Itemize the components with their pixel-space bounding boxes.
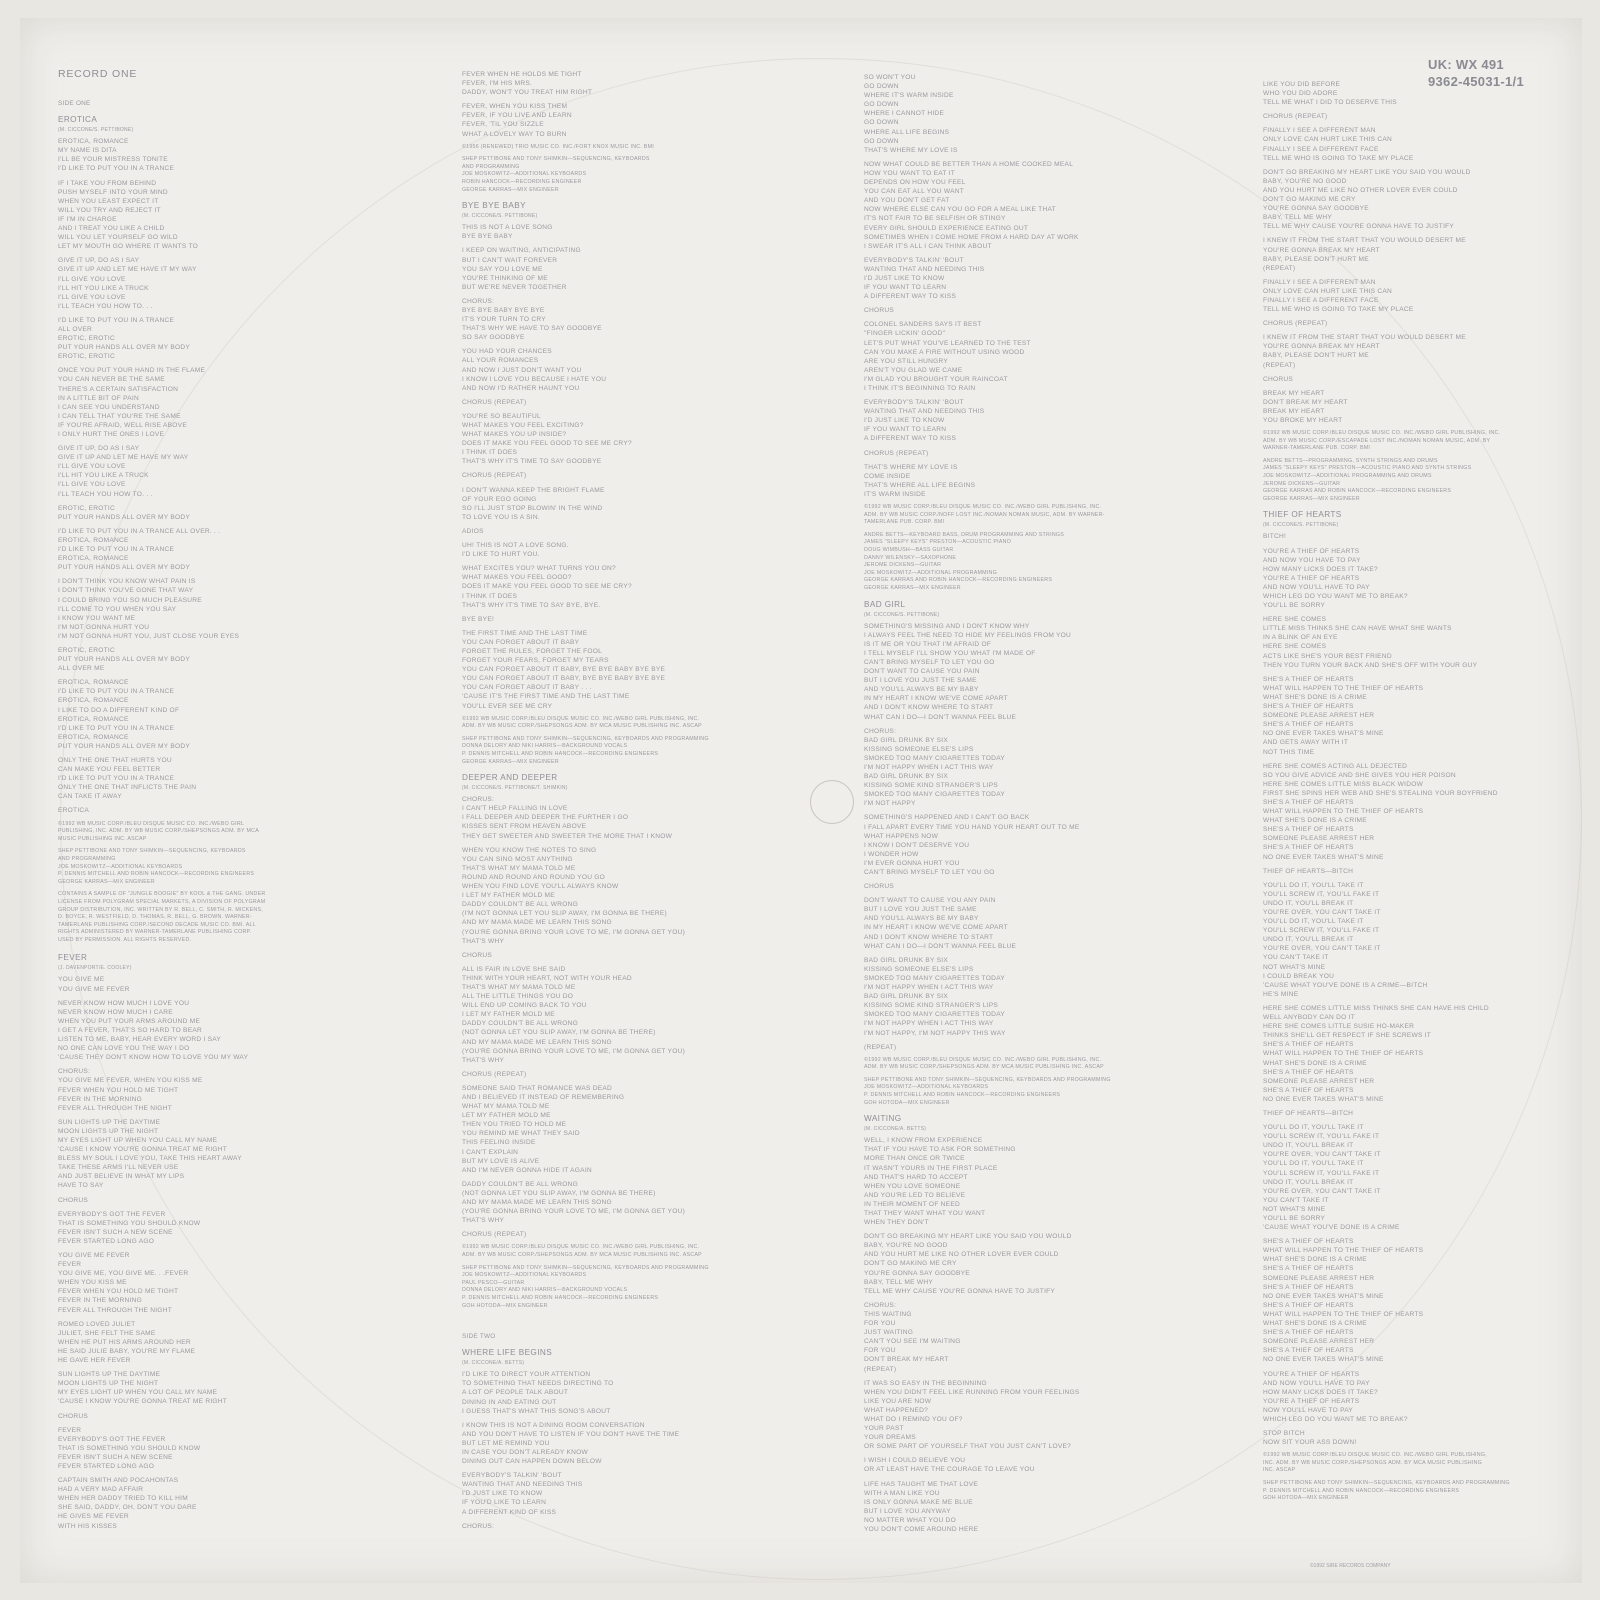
lyric-verse: EVERYBODY'S GOT THE FEVER THAT IS SOMETHING YOU SHOULD KNOW FEVER ISN'T SUCH A NEW SCENE FEVER STARTED LONG AGO <box>58 1210 201 1245</box>
catalog-line-2: 9362-45031-1/1 <box>1428 74 1524 89</box>
lyric-verse: DON'T GO BREAKING MY HEART LIKE YOU SAID YOU WOULD BABY, YOU'RE NO GOOD AND YOU HURT ME LIKE NO OTHER LOVER EVER COULD DON'T GO MAKING ME CRY YOU'RE GONNA SAY GOODBYE BABY, TELL ME WHY TELL ME WHY CAUSE YOU'RE GONNA HAVE TO JUSTIFY <box>864 1233 1072 1295</box>
songwriters: (M. CICCONE/S. PETTIBONE) <box>1263 522 1339 529</box>
credit-block: ©1956 (RENEWED) TRIO MUSIC CO. INC./FORT KNOX MUSIC INC. BMI <box>462 143 654 150</box>
lyric-verse: CHORUS (REPEAT) <box>1263 113 1328 121</box>
song-title-bad-girl: BAD GIRL <box>864 599 906 609</box>
side-two-label: SIDE TWO <box>462 1333 496 1341</box>
lyric-verse: IT WAS SO EASY IN THE BEGINNING WHEN YOU DIDN'T FEEL LIKE RUNNING FROM YOUR FEELINGS LIKE YOU ARE NOW WHAT HAPPENED? WHAT DO I REMIND YOU OF? YOUR PAST YOUR DREAMS OR SOME PART OF YOURSELF THAT YOU JUST CAN'T LOVE? <box>864 1379 1080 1451</box>
lyric-verse: STOP BITCH NOW SIT YOUR ASS DOWN! <box>1263 1430 1357 1447</box>
lyric-verse: GIVE IT UP, DO AS I SAY GIVE IT UP AND LET ME HAVE MY WAY I'LL GIVE YOU LOVE I'LL HIT YOU LIKE A TRUCK I'LL GIVE YOU LOVE I'LL TEACH YOU HOW TO. . . <box>58 445 189 498</box>
lyric-verse: BYE BYE! <box>462 615 495 623</box>
lyric-verse: CHORUS: BYE BYE BABY BYE BYE IT'S YOUR TURN TO CRY THAT'S WHY WE HAVE TO SAY GOODBYE SO SAY GOODBYE <box>462 297 602 342</box>
lyric-verse: BAD GIRL DRUNK BY SIX KISSING SOMEONE ELSE'S LIPS SMOKED TOO MANY CIGARETTES TODAY I'M NOT HAPPY WHEN I ACT THIS WAY BAD GIRL DRUNK BY SIX KISSING SOME KIND STRANGER'S LIPS SMOKED TOO MANY CIGARETTES TODAY I'M NOT HAPPY WHEN I ACT THIS WAY I'M NOT HAPPY, I'M NOT HAPPY THIS WAY <box>864 956 1006 1037</box>
credit-block: SHEP PETTIBONE AND TONY SHIMKIN—SEQUENCING, KEYBOARDS AND PROGRAMMING DONNA DELORY AND NIKI HARRIS—BACKGROUND VOCALS P. DENNIS MITCHELL AND ROBIN HANCOCK—RECORDING ENGINEERS GEORGE KARRAS—MIX ENGINEER <box>462 735 709 765</box>
lyric-verse: FEVER, WHEN YOU KISS THEM FEVER, IF YOU LIVE AND LEARN FEVER, 'TIL YOU SIZZLE WHAT A LOVELY WAY TO BURN <box>462 103 572 138</box>
lyric-verse: ALL IS FAIR IN LOVE SHE SAID THINK WITH YOUR HEART, NOT WITH YOUR HEAD THAT'S WHAT MY MAMA TOLD ME ALL THE LITTLE THINGS YOU DO WILL END UP COMING BACK TO YOU I LET MY FATHER MOLD ME DADDY COULDN'T BE ALL WRONG (NOT GONNA LET YOU SLIP AWAY, I'M GONNA BE THERE) AND MY MAMA MADE ME LEARN THIS SONG (YOU'RE GONNA BRING YOUR LOVE TO ME, I'M GONNA GET YOU) THAT'S WHY <box>462 965 686 1064</box>
lyric-verse: I KEEP ON WAITING, ANTICIPATING BUT I CAN'T WAIT FOREVER YOU SAY YOU LOVE ME YOU'RE THINKING OF ME BUT WE'RE NEVER TOGETHER <box>462 247 581 291</box>
credit-block: SHEP PETTIBONE AND TONY SHIMKIN—SEQUENCING, KEYBOARDS AND PROGRAMMING JOE MOSKOWITZ—ADDITIONAL KEYBOARDS PAUL PESCO—GUITAR DONNA DELORY AND NIKI HARRIS—BACKGROUND VOCALS P. DENNIS MITCHELL AND ROBIN HANCOCK—RECORDING ENGINEERS GOH HOTODA—MIX ENGINEER <box>462 1264 709 1309</box>
lyric-verse: I'D LIKE TO DIRECT YOUR ATTENTION TO SOMETHING THAT NEEDS DIRECTING TO A LOT OF PEOPLE TALK ABOUT DINING IN AND EATING OUT I GUESS THAT'S WHAT THIS SONG'S ABOUT <box>462 1371 614 1415</box>
songwriters: (M. CICCONE/S. PETTIBONE) <box>462 213 538 220</box>
songwriters: (M. CICCONE/S. PETTIBONE) <box>58 127 134 134</box>
lyric-verse: FINALLY I SEE A DIFFERENT MAN ONLY LOVE CAN HURT LIKE THIS CAN FINALLY I SEE A DIFFERENT FACE TELL ME WHO IS GOING TO TAKE MY PLACE <box>1263 127 1414 162</box>
lyric-verse: WHEN YOU KNOW THE NOTES TO SING YOU CAN SING MOST ANYTHING THAT'S WHAT MY MAMA TOLD ME ROUND AND ROUND AND ROUND YOU GO WHEN YOU FIND LOVE YOU'LL ALWAYS KNOW I LET MY FATHER MOLD ME DADDY COULDN'T BE ALL WRONG (I'M NOT GONNA LET YOU SLIP AWAY, I'M GONNA BE THERE) AND MY MAMA MADE ME LEARN THIS SONG (YOU'RE GONNA BRING YOUR LOVE TO ME, I'M GONNA GET YOU) THAT'S WHY <box>462 846 686 945</box>
lyric-verse: THE FIRST TIME AND THE LAST TIME YOU CAN FORGET ABOUT IT BABY FORGET THE RULES, FORGET THE FOOL FORGET YOUR FEARS, FORGET MY TEARS YOU CAN FORGET ABOUT IT BABY, BYE BYE BABY BYE BYE YOU CAN FORGET ABOUT IT BABY, BYE BYE BABY BYE BYE YOU CAN FORGET ABOUT IT BABY . . . 'CAUSE IT'S THE FIRST TIME AND THE LAST TIME YOU'LL EVER SEE ME CRY <box>462 629 666 710</box>
credit-block: CONTAINS A SAMPLE OF "JUNGLE BOOGIE" BY KOOL & THE GANG. UNDER LICENSE FROM POLYGRAM SPECIAL MARKETS, A DIVISION OF POLYGRAM GROUP DISTRIBUTION, INC. WRITTEN BY R. BELL, C. SMITH, R. MICKENS, D. BOYCE, R. WESTFIELD, D. THOMAS, R. BELL, G. BROWN. WARNER- TAMERLANE PUBLISHING CORP./SECOND DECADE MUSIC CO. BMI. ALL RIGHTS ADMINISTERED BY WARNER-TAMERLANE PUBLISHING CORP. USED BY PERMISSION. ALL RIGHTS RESERVED. <box>58 891 266 943</box>
lyric-verse: BREAK MY HEART DON'T BREAK MY HEART BREAK MY HEART YOU BROKE MY HEART <box>1263 389 1348 424</box>
verses <box>462 223 832 710</box>
lyric-verse: BITCH! <box>1263 533 1287 541</box>
lyric-verse: CHORUS (REPEAT) <box>1263 320 1328 328</box>
verses <box>462 795 832 1239</box>
credits <box>462 716 832 767</box>
lyric-verse: CHORUS (REPEAT) <box>864 449 929 457</box>
lyric-verse: I'D LIKE TO PUT YOU IN A TRANCE ALL OVER EROTIC, EROTIC PUT YOUR HANDS ALL OVER MY BODY EROTIC, EROTIC <box>58 316 191 361</box>
lyric-verse: HERE SHE COMES LITTLE MISS THINKS SHE CAN HAVE HIS CHILD WELL ANYBODY CAN DO IT HERE SHE COMES LITTLE SUSIE HO-MAKER THINKS SHE'LL GET RESPECT IF SHE SCREWS IT SHE'S A THIEF OF HEARTS WHAT WILL HAPPEN TO THE THIEF OF HEARTS WHAT SHE'S DONE IS A CRIME SHE'S A THIEF OF HEARTS SOMEONE PLEASE ARREST HER SHE'S A THIEF OF HEARTS NO ONE EVER TAKES WHAT'S MINE <box>1263 1004 1489 1103</box>
credits <box>462 144 832 195</box>
lyric-verse: EVERYBODY'S TALKIN' 'BOUT WANTING THAT AND NEEDING THIS I'D JUST LIKE TO KNOW IF YOU'D LIKE TO LEARN A DIFFERENT KIND OF KISS <box>462 1472 583 1516</box>
lyric-verse: IF I TAKE YOU FROM BEHIND PUSH MYSELF INTO YOUR MIND WHEN YOU LEAST EXPECT IT WILL YOU TRY AND REJECT IT IF I'M IN CHARGE AND I TREAT YOU LIKE A CHILD WILL YOU LET YOURSELF GO WILD LET MY MOUTH GO WHERE IT WANTS TO <box>58 179 199 251</box>
credit-block: SHEP PETTIBONE AND TONY SHIMKIN—SEQUENCING, KEYBOARDS AND PROGRAMMING JOE MOSKOWITZ—ADDITIONAL KEYBOARDS P. DENNIS MITCHELL AND ROBIN HANCOCK—RECORDING ENGINEERS GEORGE KARRAS—MIX ENGINEER <box>58 848 255 885</box>
verses <box>462 1370 832 1531</box>
lyric-verse: SUN LIGHTS UP THE DAYTIME MOON LIGHTS UP THE NIGHT MY EYES LIGHT UP WHEN YOU CALL MY NAME 'CAUSE I KNOW YOU'RE GONNA TREAT ME RIGHT <box>58 1371 228 1406</box>
verses <box>864 1136 1234 1534</box>
lyric-verse: HERE SHE COMES ACTING ALL DEJECTED SO YOU GIVE ADVICE AND SHE GIVES YOU HER POISON HERE SHE COMES LITTLE MISS BLACK WIDOW FIRST SHE SPINS HER WEB AND SHE'S STEALING YOUR BOYFRIEND SHE'S A THIEF OF HEARTS WHAT WILL HAPPEN TO THE THIEF OF HEARTS WHAT SHE'S DONE IS A CRIME SHE'S A THIEF OF HEARTS SOMEONE PLEASE ARREST HER SHE'S A THIEF OF HEARTS NO ONE EVER TAKES WHAT'S MINE <box>1263 762 1498 861</box>
credit-block: ©1992 WB MUSIC CORP./BLEU DISQUE MUSIC CO. INC./WEBO GIRL PUBLISHING, INC. ADM. BY WB MUSIC CORP./SHEPSONGS ADM. BY MCA MUSIC PUBLISHING INC. ASCAP <box>1263 1452 1487 1474</box>
lyric-verse: CHORUS (REPEAT) <box>462 1231 527 1239</box>
credit-block: ©1992 WB MUSIC CORP./BLEU DISQUE MUSIC CO. INC./WEBO GIRL PUBLISHING, INC. ADM. BY WB MUSIC CORP./SHEPSONGS ADM. BY MCA MUSIC PUBLISHING INC. ASCAP <box>58 820 259 842</box>
songwriters: (M. CICCONE/S. PETTIBONE) <box>864 611 940 618</box>
lyric-verse: CHORUS: BAD GIRL DRUNK BY SIX KISSING SOMEONE ELSE'S LIPS SMOKED TOO MANY CIGARETTES TODAY I'M NOT HAPPY WHEN I ACT THIS WAY BAD GIRL DRUNK BY SIX KISSING SOME KIND STRANGER'S LIPS SMOKED TOO MANY CIGARETTES TODAY I'M NOT HAPPY <box>864 727 1006 808</box>
lyric-verse: I'D LIKE TO PUT YOU IN A TRANCE ALL OVER. . . EROTICA, ROMANCE I'D LIKE TO PUT YOU IN A TRANCE EROTICA, ROMANCE PUT YOUR HANDS ALL OVER MY BODY <box>58 527 221 572</box>
verses <box>864 73 1234 499</box>
songwriters: (M. CICCONE/S. PETTIBONE/T. SHIMKIN) <box>462 785 568 792</box>
song-title-fever: FEVER <box>58 953 88 963</box>
verses <box>1263 80 1600 425</box>
songwriters: (M. CICCONE/A. BETTS) <box>864 1126 927 1133</box>
lyric-verse: DADDY COULDN'T BE ALL WRONG (NOT GONNA LET YOU SLIP AWAY, I'M GONNA BE THERE) AND MY MAMA MADE ME LEARN THIS SONG (YOU'RE GONNA BRING YOUR LOVE TO ME, I'M GONNA GET YOU) THAT'S WHY <box>462 1180 686 1225</box>
verses <box>58 137 428 815</box>
lyric-verse: CHORUS <box>864 307 895 315</box>
lyric-verse: UH! THIS IS NOT A LOVE SONG. I'D LIKE TO HURT YOU. <box>462 542 569 559</box>
lyric-verse: CHORUS: THIS WAITING FOR YOU JUST WAITING CAN'T YOU SEE I'M WAITING FOR YOU DON'T BREAK MY HEART (REPEAT) <box>864 1301 961 1373</box>
lyric-verse: FINALLY I SEE A DIFFERENT MAN ONLY LOVE CAN HURT LIKE THIS CAN FINALLY I SEE A DIFFERENT FACE TELL ME WHO IS GOING TO TAKE MY PLACE <box>1263 278 1414 314</box>
credit-block: ANDRE BETTS—KEYBOARD BASS, DRUM PROGRAMMING AND STRINGS JAMES "SLEEPY KEYS" PRESTON—ACOUSTIC PIANO DOUG WIMBUSH—BASS GUITAR DANNY WILENSKY—SAXOPHONE JEROME DICKENS—GUITAR JOE MOSKOWITZ—ADDITIONAL PROGRAMMING GEORGE KARRAS AND ROBIN HANCOCK—RECORDING ENGINEERS GEORGE KARRAS—MIX ENGINEER <box>864 531 1065 591</box>
lyric-verse: THIEF OF HEARTS—BITCH <box>1263 1109 1354 1117</box>
song-title-bye-bye-baby: BYE BYE BABY <box>462 201 526 211</box>
column-2 <box>462 70 832 1536</box>
song-title-deeper-and-deeper: DEEPER AND DEEPER <box>462 773 558 783</box>
credit-block: SHEP PETTIBONE AND TONY SHIMKIN—SEQUENCING, KEYBOARDS AND PROGRAMMING P. DENNIS MITCHELL AND ROBIN HANCOCK—RECORDING ENGINEERS GOH HOTODA—MIX ENGINEER <box>1263 1480 1510 1502</box>
credit-block: SHEP PETTIBONE AND TONY SHIMKIN—SEQUENCING, KEYBOARDS AND PROGRAMMING JOE MOSKOWITZ—ADDITIONAL KEYBOARDS ROBIN HANCOCK—RECORDING ENGINEER GEORGE KARRAS—MIX ENGINEER <box>462 156 650 193</box>
lyric-verse: ADIOS <box>462 527 484 535</box>
lyric-verse: CHORUS: <box>462 1522 495 1530</box>
lyric-verse: CHORUS <box>58 1196 89 1204</box>
lyric-verse: I KNEW IT FROM THE START THAT YOU WOULD DESERT ME YOU'RE GONNA BREAK MY HEART BABY, PLEASE DON'T HURT ME (REPEAT) <box>1263 334 1466 369</box>
lyric-verse: ONLY THE ONE THAT HURTS YOU CAN MAKE YOU FEEL BETTER I'D LIKE TO PUT YOU IN A TRANCE ONLY THE ONE THAT INFLICTS THE PAIN CAN TAKE IT AWAY <box>58 757 197 801</box>
lyric-verse: CHORUS <box>1263 375 1294 383</box>
lyric-verse: CHORUS: YOU GIVE ME FEVER, WHEN YOU KISS ME FEVER WHEN YOU HOLD ME TIGHT FEVER IN THE MORNING FEVER ALL THROUGH THE NIGHT <box>58 1068 203 1112</box>
lyric-verse: WELL, I KNOW FROM EXPERIENCE THAT IF YOU HAVE TO ASK FOR SOMETHING MORE THAN ONCE OR TWICE IT WASN'T YOURS IN THE FIRST PLACE AND THAT'S HARD TO ACCEPT WHEN YOU LOVE SOMEONE AND YOU'RE LED TO BELIEVE IN THEIR MOMENT OF NEED THAT THEY WANT WHAT YOU WANT WHEN THEY DON'T <box>864 1137 1016 1227</box>
lyric-verse: LIKE YOU DID BEFORE WHO YOU DID ADORE TELL ME WHAT I DID TO DESERVE THIS <box>1263 81 1397 107</box>
lyric-verse: COLONEL SANDERS SAYS IT BEST "FINGER LICKIN' GOOD" LET'S PUT WHAT YOU'VE LEARNED TO THE TEST CAN YOU MAKE A FIRE WITHOUT USING WOOD ARE YOU STILL HUNGRY AREN'T YOU GLAD WE CAME I'M GLAD YOU BROUGHT YOUR RAINCOAT I THINK IT'S BEGINNING TO RAIN <box>864 321 1031 392</box>
lyric-verse: YOU'RE SO BEAUTIFUL WHAT MAKES YOU FEEL EXCITING? WHAT MAKES YOU UP INSIDE? DOES IT MAKE YOU FEEL GOOD TO SEE ME CRY? I THINK IT DOES THAT'S WHY IT'S TIME TO SAY GOODBYE <box>462 412 632 466</box>
credit-block: ©1992 WB MUSIC CORP./BLEU DISQUE MUSIC CO. INC./WEBO GIRL PUBLISHING, INC. ADM. BY WB MUSIC CORP./NOFF LOST INC./NOMAN NOMAN MUSIC, ADM. BY WARNER- TAMERLANE PUB. CORP. BMI <box>864 504 1105 526</box>
record-heading: RECORD ONE <box>58 68 138 80</box>
song-title-erotica: EROTICA <box>58 115 98 125</box>
lyric-verse: EROTICA, ROMANCE I'D LIKE TO PUT YOU IN A TRANCE EROTICA, ROMANCE I LIKE TO DO A DIFFERENT KIND OF EROTICA, ROMANCE I'D LIKE TO PUT YOU IN A TRANCE EROTICA, ROMANCE PUT YOUR HANDS ALL OVER MY BODY <box>58 679 191 750</box>
lyric-verse: I WISH I COULD BELIEVE YOU OR AT LEAST HAVE THE COURAGE TO LEAVE YOU <box>864 1457 1035 1474</box>
lyric-verse: CHORUS (REPEAT) <box>462 1070 527 1078</box>
lyric-verse: I DON'T THINK YOU KNOW WHAT PAIN IS I DON'T THINK YOU'VE GONE THAT WAY I COULD BRING YOU SO MUCH PLEASURE I'LL COME TO YOU WHEN YOU SAY I KNOW YOU WANT ME I'M NOT GONNA HURT YOU I'M NOT GONNA HURT YOU, JUST CLOSE YOUR EYES <box>58 578 240 640</box>
lyric-verse: EVERYBODY'S TALKIN' 'BOUT WANTING THAT AND NEEDING THIS I'D JUST LIKE TO KNOW IF YOU WANT TO LEARN A DIFFERENT WAY TO KISS <box>864 399 985 443</box>
lyric-verse: YOU'RE A THIEF OF HEARTS AND NOW YOU HAVE TO PAY HOW MANY LICKS DOES IT TAKE? YOU'RE A THIEF OF HEARTS AND NOW YOU'LL HAVE TO PAY WHICH LEG DO YOU WANT ME TO BREAK? YOU'LL BE SORRY <box>1263 547 1408 610</box>
lyric-verse: SHE'S A THIEF OF HEARTS WHAT WILL HAPPEN TO THE THIEF OF HEARTS WHAT SHE'S DONE IS A CRIME SHE'S A THIEF OF HEARTS SOMEONE PLEASE ARREST HER SHE'S A THIEF OF HEARTS NO ONE EVER TAKES WHAT'S MINE SHE'S A THIEF OF HEARTS WHAT WILL HAPPEN TO THE THIEF OF HEARTS WHAT SHE'S DONE IS A CRIME SHE'S A THIEF OF HEARTS SOMEONE PLEASE ARREST HER SHE'S A THIEF OF HEARTS NO ONE EVER TAKES WHAT'S MINE <box>1263 1238 1424 1364</box>
lyric-verse: DON'T WANT TO CAUSE YOU ANY PAIN BUT I LOVE YOU JUST THE SAME AND YOU'LL ALWAYS BE MY BABY IN MY HEART I KNOW WE'VE COME APART AND I DON'T KNOW WHERE TO START WHAT CAN I DO—I DON'T WANNA FEEL BLUE <box>864 897 1017 950</box>
lyric-verse: CHORUS (REPEAT) <box>462 472 527 480</box>
lyric-verse: ROMEO LOVED JULIET JULIET, SHE FELT THE SAME WHEN HE PUT HIS ARMS AROUND HER HE SAID JULIE BABY, YOU'RE MY FLAME HE GAVE HER FEVER <box>58 1320 196 1365</box>
lyric-verse: SHE'S A THIEF OF HEARTS WHAT WILL HAPPEN TO THE THIEF OF HEARTS WHAT SHE'S DONE IS A CRIME SHE'S A THIEF OF HEARTS SOMEONE PLEASE ARREST HER SHE'S A THIEF OF HEARTS NO ONE EVER TAKES WHAT'S MINE AND GETS AWAY WITH IT NOT THIS TIME <box>1263 675 1424 756</box>
column-1 <box>58 70 428 1536</box>
lyric-verse: I DON'T WANNA KEEP THE BRIGHT FLAME OF YOUR EGO GOING SO I'LL JUST STOP BLOWIN' IN THE WIND TO LOVE YOU IS A SIN. <box>462 486 605 521</box>
credits <box>462 1244 832 1310</box>
lyric-verse: EROTICA <box>58 807 90 815</box>
column-3 <box>864 73 1234 1539</box>
lyric-verse: FEVER EVERYBODY'S GOT THE FEVER THAT IS SOMETHING YOU SHOULD KNOW FEVER ISN'T SUCH A NEW SCENE FEVER STARTED LONG AGO <box>58 1426 201 1470</box>
lyric-verse: EROTICA, ROMANCE MY NAME IS DITA I'LL BE YOUR MISTRESS TONITE I'D LIKE TO PUT YOU IN A TRANCE <box>58 138 175 173</box>
lyric-verse: ONCE YOU PUT YOUR HAND IN THE FLAME YOU CAN NEVER BE THE SAME THERE'S A CERTAIN SATISFACTION IN A LITTLE BIT OF PAIN I CAN SEE YOU UNDERSTAND I CAN TELL THAT YOU'RE THE SAME IF YOU'RE AFRAID, WELL RISE ABOVE I ONLY HURT THE ONES I LOVE <box>58 367 206 438</box>
verses <box>462 70 832 139</box>
lyric-verse: I KNOW THIS IS NOT A DINING ROOM CONVERSATION AND YOU DON'T HAVE TO LISTEN IF YOU DON'T HAVE THE TIME BUT LET ME REMIND YOU IN CASE YOU DON'T ALREADY KNOW DINING OUT CAN HAPPEN DOWN BELOW <box>462 1421 680 1466</box>
songwriters: (J. DAVENPORT/E. COOLEY) <box>58 965 132 972</box>
lyric-verse: YOU GIVE ME FEVER FEVER YOU GIVE ME, YOU GIVE ME. . .FEVER WHEN YOU KISS ME FEVER WHEN YOU HOLD ME TIGHT FEVER IN THE MORNING FEVER ALL THROUGH THE NIGHT <box>58 1252 189 1314</box>
credit-block: ©1992 WB MUSIC CORP./BLEU DISQUE MUSIC CO. INC./WEBO GIRL PUBLISHING, INC. ADM. BY WB MUSIC CORP./SHEPSONGS ADM. BY MCA MUSIC PUBLISHING INC. ASCAP <box>462 715 702 730</box>
verses <box>58 975 428 1530</box>
verses <box>1263 532 1600 1447</box>
lyric-verse: EROTIC, EROTIC PUT YOUR HANDS ALL OVER MY BODY ALL OVER ME <box>58 646 191 673</box>
lyric-verse: THAT'S WHERE MY LOVE IS COME INSIDE THAT'S WHERE ALL LIFE BEGINS IT'S WARM INSIDE <box>864 463 976 498</box>
lyric-verse: NOW WHAT COULD BE BETTER THAN A HOME COOKED MEAL HOW YOU WANT TO EAT IT DEPENDS ON HOW YOU FEEL YOU CAN EAT ALL YOU WANT AND YOU DON'T GET FAT NOW WHERE ELSE CAN YOU GO FOR A MEAL LIKE THAT IT'S NOT FAIR TO BE SELFISH OR STINGY EVERY GIRL SHOULD EXPERIENCE EATING OUT SOMETIMES WHEN I COME HOME FROM A HARD DAY AT WORK I SWEAR IT'S ALL I CAN THINK ABOUT <box>864 160 1079 250</box>
lyric-verse: SUN LIGHTS UP THE DAYTIME MOON LIGHTS UP THE NIGHT MY EYES LIGHT UP WHEN YOU CALL MY NAME 'CAUSE I KNOW YOU'RE GONNA TREAT ME RIGHT BLESS MY SOUL I LOVE YOU, TAKE THIS HEART AWAY TAKE THESE ARMS I'LL NEVER USE AND JUST BELIEVE IN WHAT MY LIPS HAVE TO SAY <box>58 1118 242 1190</box>
column-4 <box>1263 80 1600 1508</box>
credit-block: ©1992 WB MUSIC CORP./BLEU DISQUE MUSIC CO. INC./WEBO GIRL PUBLISHING, INC. ADM. BY WB MUSIC CORP./SHEPSONGS ADM. BY MCA MUSIC PUBLISHING INC. ASCAP <box>462 1244 702 1258</box>
copyright-footer: ©1992 SIRE RECORDS COMPANY <box>1310 1563 1391 1569</box>
lyric-verse: FEVER WHEN HE HOLDS ME TIGHT FEVER, I'M HIS MRS. DADDY, WON'T YOU TREAT HIM RIGHT <box>462 71 593 97</box>
catalog-line-1: UK: WX 491 <box>1428 57 1504 72</box>
lyric-verse: EROTIC, EROTIC PUT YOUR HANDS ALL OVER MY BODY <box>58 504 191 521</box>
lyric-verse: YOU'LL DO IT, YOU'LL TAKE IT YOU'LL SCREW IT, YOU'LL FAKE IT UNDO IT, YOU'LL BREAK IT YOU'RE OVER, YOU CAN'T TAKE IT YOU'LL DO IT, YOU'LL TAKE IT YOU'LL SCREW IT, YOU'LL FAKE IT UNDO IT, YOU'LL BREAK IT YOU'RE OVER, YOU CAN'T TAKE IT YOU CAN'T TAKE IT NOT WHAT'S MINE I COULD BREAK YOU 'CAUSE WHAT YOU'VE DONE IS A CRIME—BITCH HE'S MINE <box>1263 881 1428 998</box>
lyric-verse: YOU GIVE ME YOU GIVE ME FEVER <box>58 976 130 993</box>
lyric-verse: NEVER KNOW HOW MUCH I LOVE YOU NEVER KNOW HOW MUCH I CARE WHEN YOU PUT YOUR ARMS AROUND ME I GET A FEVER, THAT'S SO HARD TO BEAR LISTEN TO ME, BABY, HEAR EVERY WORD I SAY NO ONE CAN LOVE YOU THE WAY I DO 'CAUSE THEY DON'T KNOW HOW TO LOVE YOU MY WAY <box>58 999 249 1062</box>
lyric-verse: THIS IS NOT A LOVE SONG BYE BYE BABY <box>462 224 553 241</box>
lyric-verse: SOMEONE SAID THAT ROMANCE WAS DEAD AND I BELIEVED IT INSTEAD OF REMEMBERING WHAT MY MAMA TOLD ME LET MY FATHER MOLD ME THEN YOU TRIED TO HOLD ME YOU REMIND ME WHAT THEY SAID THIS FEELING INSIDE I CAN'T EXPLAIN BUT MY LOVE IS ALIVE AND I'M NEVER GONNA HIDE IT AGAIN <box>462 1084 625 1174</box>
lyric-verse: THIEF OF HEARTS—BITCH <box>1263 867 1354 875</box>
lyric-verse: LIFE HAS TAUGHT ME THAT LOVE WITH A MAN LIKE YOU IS ONLY GONNA MAKE ME BLUE BUT I LOVE YOU ANYWAY NO MATTER WHAT YOU DO YOU DON'T COME AROUND HERE <box>864 1480 979 1533</box>
lyric-verse: CHORUS <box>864 883 895 891</box>
lyric-verse: CHORUS <box>58 1412 89 1420</box>
credits <box>58 821 428 945</box>
lyric-verse: CAPTAIN SMITH AND POCAHONTAS HAD A VERY MAD AFFAIR WHEN HER DADDY TRIED TO KILL HIM SHE SAID, DADDY, OH, DON'T YOU DARE HE GIVES ME FEVER WITH HIS KISSES <box>58 1477 197 1530</box>
credits <box>1263 1452 1600 1503</box>
lyric-verse: SOMETHING'S MISSING AND I DON'T KNOW WHY I ALWAYS FEEL THE NEED TO HIDE MY FEELINGS FROM YOU IS IT ME OR YOU THAT I'M AFRAID OF I TELL MYSELF I'LL SHOW YOU WHAT I'M MADE OF CAN'T BRING MYSELF TO LET YOU GO DON'T WANT TO CAUSE YOU PAIN BUT I LOVE YOU JUST THE SAME AND YOU'LL ALWAYS BE MY BABY IN MY HEART I KNOW WE'VE COME APART AND I DON'T KNOW WHERE TO START WHAT CAN I DO—I DON'T WANNA FEEL BLUE <box>864 622 1072 721</box>
credits <box>864 504 1234 593</box>
credit-block: SHEP PETTIBONE AND TONY SHIMKIN—SEQUENCING, KEYBOARDS AND PROGRAMMING JOE MOSKOWITZ—ADDITIONAL KEYBOARDS P. DENNIS MITCHELL AND ROBIN HANCOCK—RECORDING ENGINEERS GOH HOTODA—MIX ENGINEER <box>864 1076 1111 1106</box>
lyric-verse: I KNEW IT FROM THE START THAT YOU WOULD DESERT ME YOU'RE GONNA BREAK MY HEART BABY, PLEASE DON'T HURT ME (REPEAT) <box>1263 237 1466 272</box>
song-title-thief-of-hearts: THIEF OF HEARTS <box>1263 510 1342 520</box>
lyric-verse: EVERYBODY'S TALKIN' 'BOUT WANTING THAT AND NEEDING THIS I'D JUST LIKE TO KNOW IF YOU WANT TO LEARN A DIFFERENT WAY TO KISS <box>864 256 985 301</box>
lyric-verse: YOU'LL DO IT, YOU'LL TAKE IT YOU'LL SCREW IT, YOU'LL FAKE IT UNDO IT, YOU'LL BREAK IT YOU'RE OVER, YOU CAN'T TAKE IT YOU'LL DO IT, YOU'LL TAKE IT YOU'LL SCREW IT, YOU'LL FAKE IT UNDO IT, YOU'LL BREAK IT YOU'RE OVER, YOU CAN'T TAKE IT YOU CAN'T TAKE IT NOT WHAT'S MINE YOU'LL BE SORRY 'CAUSE WHAT YOU'VE DONE IS A CRIME <box>1263 1124 1400 1232</box>
credit-block: ANDRE BETTS—PROGRAMMING, SYNTH STRINGS AND DRUMS JAMES "SLEEPY KEYS" PRESTON—ACOUSTIC PIANO AND SYNTH STRINGS JOE MOSKOWITZ—ADDITIONAL PROGRAMMING AND DRUMS JEROME DICKENS—GUITAR GEORGE KARRAS AND ROBIN HANCOCK—RECORDING ENGINEERS GEORGE KARRAS—MIX ENGINEER <box>1263 457 1472 502</box>
lyric-verse: CHORUS: I CAN'T HELP FALLING IN LOVE I FALL DEEPER AND DEEPER THE FURTHER I GO KISSES SENT FROM HEAVEN ABOVE THEY GET SWEETER AND SWEETER THE MORE THAT I KNOW <box>462 796 673 840</box>
lyric-verse: SO WON'T YOU GO DOWN WHERE IT'S WARM INSIDE GO DOWN WHERE I CANNOT HIDE GO DOWN WHERE ALL LIFE BEGINS GO DOWN THAT'S WHERE MY LOVE IS <box>864 74 958 154</box>
credits <box>864 1057 1234 1108</box>
lyric-verse: (REPEAT) <box>864 1043 897 1051</box>
song-title-where-life-begins: WHERE LIFE BEGINS <box>462 1348 553 1358</box>
lyric-verse: HERE SHE COMES LITTLE MISS THINKS SHE CAN HAVE WHAT SHE WANTS IN A BLINK OF AN EYE HERE SHE COMES ACTS LIKE SHE'S YOUR BEST FRIEND THEN YOU TURN YOUR BACK AND SHE'S OFF WITH YOUR GUY <box>1263 616 1478 669</box>
lyric-sheet <box>20 18 1582 1583</box>
lyric-verse: WHAT EXCITES YOU? WHAT TURNS YOU ON? WHAT MAKES YOU FEEL GOOD? DOES IT MAKE YOU FEEL GOOD TO SEE ME CRY? I THINK IT DOES THAT'S WHY IT'S TIME TO SAY BYE, BYE. <box>462 565 632 609</box>
side-one-label: SIDE ONE <box>58 100 91 108</box>
credit-block: ©1992 WB MUSIC CORP./BLEU DISQUE MUSIC CO. INC./WEBO GIRL PUBLISHING, INC. ADM. BY WB MUSIC CORP./SHEPSONGS ADM. BY MCA MUSIC PUBLISHING INC. ASCAP <box>864 1056 1104 1071</box>
verses <box>864 622 1234 1052</box>
lyric-verse: YOU HAD YOUR CHANCES ALL YOUR ROMANCES AND NOW I JUST DON'T WANT YOU I KNOW I LOVE YOU BECAUSE I HATE YOU AND NOW I'D RATHER HAUNT YOU <box>462 348 607 392</box>
credits <box>1263 430 1600 503</box>
songwriters: (M. CICCONE/A. BETTS) <box>462 1360 525 1367</box>
lyric-verse: YOU'RE A THIEF OF HEARTS AND NOW YOU'LL HAVE TO PAY HOW MANY LICKS DOES IT TAKE? YOU'RE A THIEF OF HEARTS NOW YOU'LL HAVE TO PAY WHICH LEG DO YOU WANT ME TO BREAK? <box>1263 1370 1408 1423</box>
song-title-waiting: WAITING <box>864 1114 902 1124</box>
lyric-verse: GIVE IT UP, DO AS I SAY GIVE IT UP AND LET ME HAVE IT MY WAY I'LL GIVE YOU LOVE I'LL HIT YOU LIKE A TRUCK I'LL GIVE YOU LOVE I'LL TEACH YOU HOW TO. . . <box>58 257 197 310</box>
lyric-verse: DON'T GO BREAKING MY HEART LIKE YOU SAID YOU WOULD BABY, YOU'RE NO GOOD AND YOU HURT ME LIKE NO OTHER LOVER EVER COULD DON'T GO MAKING ME CRY YOU'RE GONNA SAY GOODBYE BABY, TELL ME WHY TELL ME WHY CAUSE YOU'RE GONNA HAVE TO JUSTIFY <box>1263 168 1471 231</box>
credit-block: ©1992 WB MUSIC CORP./BLEU DISQUE MUSIC CO. INC./WEBO GIRL PUBLISHING, INC. ADM. BY WB MUSIC CORP./ESCAPADE LOST INC./NOMAN NOMAN MUSIC, ADM. BY WARNER-TAMERLANE PUB. CORP. BMI <box>1263 430 1501 452</box>
lyric-verse: CHORUS <box>462 951 493 959</box>
lyric-verse: CHORUS (REPEAT) <box>462 398 527 406</box>
lyric-verse: SOMETHING'S HAPPENED AND I CAN'T GO BACK I FALL APART EVERY TIME YOU HAND YOUR HEART OUT TO ME WHAT HAPPENS NOW I KNOW I DON'T DESERVE YOU I WONDER HOW I'M EVER GONNA HURT YOU CAN'T BRING MYSELF TO LET YOU GO <box>864 814 1080 876</box>
